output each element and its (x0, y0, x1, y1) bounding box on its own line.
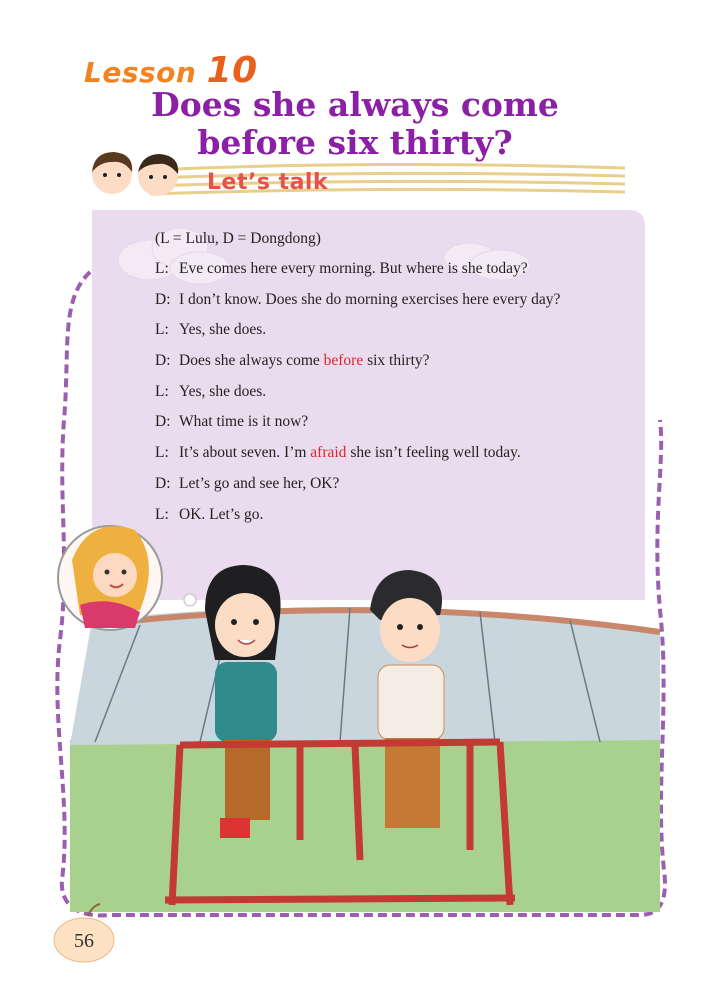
eve-portrait (58, 526, 162, 630)
dialogue-line: L: It’s about seven. I’m afraid she isn’t feeling well today. (155, 444, 521, 461)
section-label: Let’s talk (207, 170, 329, 195)
dialogue-line: L: Eve comes here every morning. But where is she today? (155, 260, 528, 277)
title-line-2: before six thirty? (197, 123, 513, 162)
thought-dot (184, 594, 196, 606)
highlight-word: before (323, 352, 364, 369)
highlight-word: afraid (310, 444, 347, 461)
dialogue-line: D: Does she always come before six thirty? (155, 352, 430, 369)
lesson-number: 10 (206, 50, 258, 91)
lesson-title (120, 86, 590, 162)
dialogue-line: D: Let’s go and see her, OK? (155, 475, 340, 492)
grass (70, 740, 660, 912)
speaker-key: (L = Lulu, D = Dongdong) (155, 230, 321, 247)
dialogue-line: D: I don’t know. Does she do morning exercises here every day? (155, 291, 561, 308)
dialogue-line: D: What time is it now? (155, 413, 309, 430)
dialogue-line: L: OK. Let’s go. (155, 506, 264, 523)
title-line-1: Does she always come (151, 85, 559, 124)
page-number: 56 (74, 930, 94, 952)
dialogue-line: L: Yes, she does. (155, 321, 267, 338)
dialogue-line: L: Yes, she does. (155, 383, 267, 400)
lesson-label: Lesson 10 (84, 50, 258, 91)
